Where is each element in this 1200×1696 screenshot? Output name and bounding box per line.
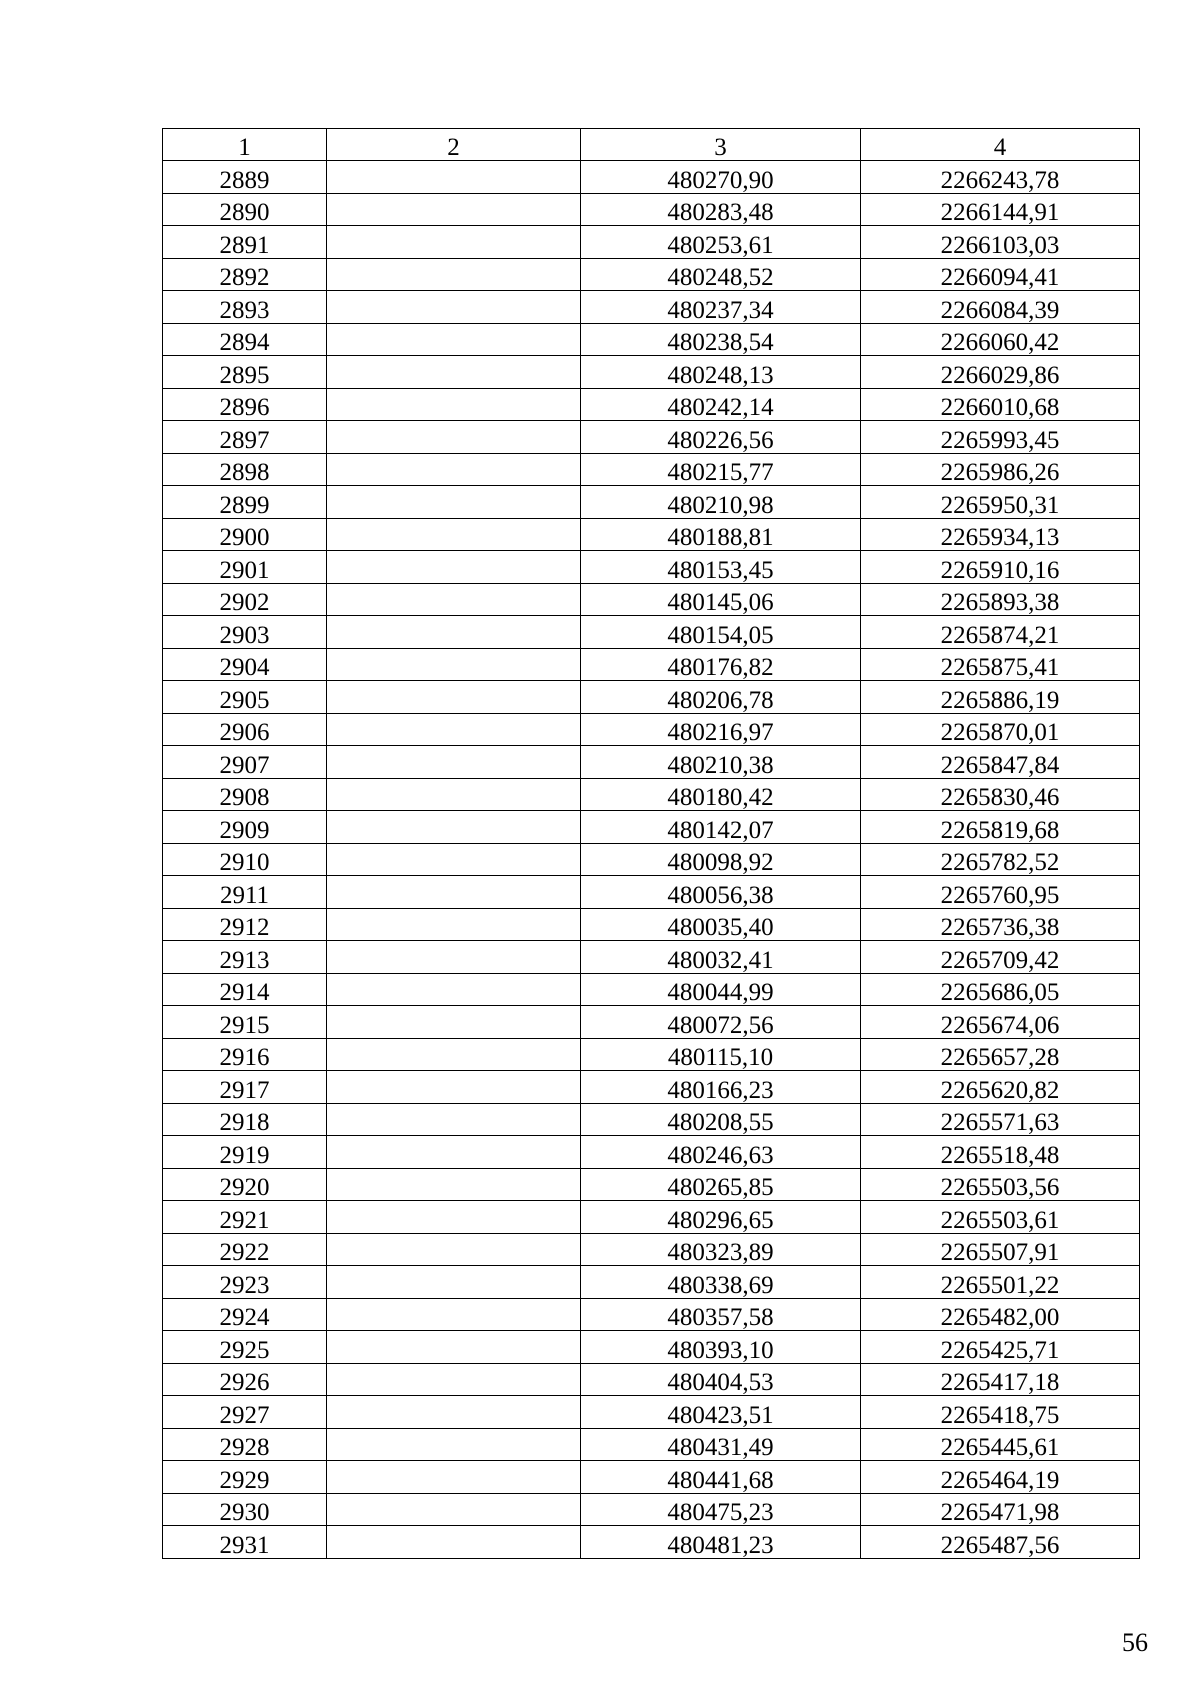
point-number-cell: 2901 xyxy=(163,551,327,584)
empty-cell xyxy=(327,1233,581,1266)
table-row xyxy=(163,1038,1140,1071)
table-row xyxy=(163,1266,1140,1299)
empty-cell xyxy=(327,1363,581,1396)
empty-cell xyxy=(327,681,581,714)
coordinate-y-cell: 2265874,21 xyxy=(861,616,1140,649)
point-number-cell: 2922 xyxy=(163,1233,327,1266)
coordinate-y-cell: 2265934,13 xyxy=(861,518,1140,551)
table-row xyxy=(163,973,1140,1006)
table-row xyxy=(163,1363,1140,1396)
table-row xyxy=(163,1493,1140,1526)
point-number-cell: 2895 xyxy=(163,356,327,389)
empty-cell xyxy=(327,746,581,779)
coordinate-x-cell: 480393,10 xyxy=(581,1331,861,1364)
empty-cell xyxy=(327,1071,581,1104)
coordinate-x-cell: 480283,48 xyxy=(581,193,861,226)
coordinate-x-cell: 480154,05 xyxy=(581,616,861,649)
coordinate-y-cell: 2265910,16 xyxy=(861,551,1140,584)
coordinate-y-cell: 2266084,39 xyxy=(861,291,1140,324)
coordinate-x-cell: 480206,78 xyxy=(581,681,861,714)
table-row xyxy=(163,1233,1140,1266)
empty-cell xyxy=(327,193,581,226)
point-number-cell: 2926 xyxy=(163,1363,327,1396)
table-row xyxy=(163,746,1140,779)
empty-cell xyxy=(327,1493,581,1526)
point-number-cell: 2924 xyxy=(163,1298,327,1331)
empty-cell xyxy=(327,1526,581,1559)
empty-cell xyxy=(327,778,581,811)
coordinate-y-cell: 2265445,61 xyxy=(861,1428,1140,1461)
point-number-cell: 2904 xyxy=(163,648,327,681)
table-row xyxy=(163,1136,1140,1169)
coordinate-y-cell: 2265986,26 xyxy=(861,453,1140,486)
coordinate-x-cell: 480237,34 xyxy=(581,291,861,324)
point-number-cell: 2928 xyxy=(163,1428,327,1461)
coordinate-y-cell: 2265993,45 xyxy=(861,421,1140,454)
coordinate-y-cell: 2265501,22 xyxy=(861,1266,1140,1299)
point-number-cell: 2931 xyxy=(163,1526,327,1559)
point-number-cell: 2910 xyxy=(163,843,327,876)
point-number-cell: 2912 xyxy=(163,908,327,941)
page-number: 56 xyxy=(1122,1628,1148,1657)
empty-cell xyxy=(327,291,581,324)
coordinate-x-cell: 480215,77 xyxy=(581,453,861,486)
coordinate-y-cell: 2265482,00 xyxy=(861,1298,1140,1331)
coordinate-y-cell: 2265487,56 xyxy=(861,1526,1140,1559)
coordinate-y-cell: 2266094,41 xyxy=(861,258,1140,291)
coordinate-x-cell: 480253,61 xyxy=(581,226,861,259)
coordinate-y-cell: 2266243,78 xyxy=(861,161,1140,194)
table-row xyxy=(163,193,1140,226)
coordinate-x-cell: 480210,98 xyxy=(581,486,861,519)
point-number-cell: 2902 xyxy=(163,583,327,616)
coordinate-y-cell: 2265686,05 xyxy=(861,973,1140,1006)
coordinate-x-cell: 480248,52 xyxy=(581,258,861,291)
table-row xyxy=(163,518,1140,551)
coordinate-x-cell: 480404,53 xyxy=(581,1363,861,1396)
point-number-cell: 2896 xyxy=(163,388,327,421)
point-number-cell: 2917 xyxy=(163,1071,327,1104)
empty-cell xyxy=(327,453,581,486)
coordinate-x-cell: 480180,42 xyxy=(581,778,861,811)
empty-cell xyxy=(327,1136,581,1169)
coordinate-x-cell: 480238,54 xyxy=(581,323,861,356)
point-number-cell: 2905 xyxy=(163,681,327,714)
point-number-cell: 2930 xyxy=(163,1493,327,1526)
empty-cell xyxy=(327,1461,581,1494)
empty-cell xyxy=(327,843,581,876)
table-row xyxy=(163,1168,1140,1201)
coordinate-x-cell: 480044,99 xyxy=(581,973,861,1006)
table-body xyxy=(163,161,1140,1559)
coordinate-x-cell: 480357,58 xyxy=(581,1298,861,1331)
coordinate-y-cell: 2265464,19 xyxy=(861,1461,1140,1494)
coordinate-y-cell: 2265709,42 xyxy=(861,941,1140,974)
table-row xyxy=(163,843,1140,876)
coordinate-x-cell: 480481,23 xyxy=(581,1526,861,1559)
coordinate-y-cell: 2265830,46 xyxy=(861,778,1140,811)
point-number-cell: 2890 xyxy=(163,193,327,226)
empty-cell xyxy=(327,518,581,551)
empty-cell xyxy=(327,486,581,519)
point-number-cell: 2914 xyxy=(163,973,327,1006)
empty-cell xyxy=(327,583,581,616)
table-row xyxy=(163,941,1140,974)
coordinate-x-cell: 480246,63 xyxy=(581,1136,861,1169)
table-row xyxy=(163,291,1140,324)
column-header-4: 4 xyxy=(861,129,1140,161)
coordinate-y-cell: 2266103,03 xyxy=(861,226,1140,259)
coordinate-y-cell: 2265418,75 xyxy=(861,1396,1140,1429)
empty-cell xyxy=(327,1038,581,1071)
table-row xyxy=(163,356,1140,389)
empty-cell xyxy=(327,323,581,356)
coordinate-x-cell: 480323,89 xyxy=(581,1233,861,1266)
table-row xyxy=(163,876,1140,909)
table-row xyxy=(163,681,1140,714)
table-row xyxy=(163,1396,1140,1429)
coordinate-x-cell: 480338,69 xyxy=(581,1266,861,1299)
point-number-cell: 2919 xyxy=(163,1136,327,1169)
point-number-cell: 2898 xyxy=(163,453,327,486)
point-number-cell: 2892 xyxy=(163,258,327,291)
point-number-cell: 2899 xyxy=(163,486,327,519)
table-row xyxy=(163,1331,1140,1364)
coordinate-y-cell: 2266010,68 xyxy=(861,388,1140,421)
empty-cell xyxy=(327,876,581,909)
table-row xyxy=(163,258,1140,291)
empty-cell xyxy=(327,616,581,649)
table-row xyxy=(163,811,1140,844)
coordinate-x-cell: 480166,23 xyxy=(581,1071,861,1104)
point-number-cell: 2903 xyxy=(163,616,327,649)
coordinate-y-cell: 2265620,82 xyxy=(861,1071,1140,1104)
empty-cell xyxy=(327,226,581,259)
coordinate-y-cell: 2265503,56 xyxy=(861,1168,1140,1201)
coordinate-x-cell: 480270,90 xyxy=(581,161,861,194)
coordinate-x-cell: 480145,06 xyxy=(581,583,861,616)
coordinate-y-cell: 2265893,38 xyxy=(861,583,1140,616)
point-number-cell: 2909 xyxy=(163,811,327,844)
empty-cell xyxy=(327,1331,581,1364)
table-row xyxy=(163,1103,1140,1136)
point-number-cell: 2894 xyxy=(163,323,327,356)
coordinate-y-cell: 2266144,91 xyxy=(861,193,1140,226)
column-header-2: 2 xyxy=(327,129,581,161)
point-number-cell: 2918 xyxy=(163,1103,327,1136)
table-row xyxy=(163,1298,1140,1331)
coordinate-y-cell: 2265847,84 xyxy=(861,746,1140,779)
table-row xyxy=(163,908,1140,941)
coordinates-table xyxy=(162,128,1140,1559)
empty-cell xyxy=(327,811,581,844)
coordinate-x-cell: 480188,81 xyxy=(581,518,861,551)
table-row xyxy=(163,551,1140,584)
coordinate-y-cell: 2265875,41 xyxy=(861,648,1140,681)
table-row xyxy=(163,323,1140,356)
empty-cell xyxy=(327,1428,581,1461)
empty-cell xyxy=(327,713,581,746)
coordinate-y-cell: 2265518,48 xyxy=(861,1136,1140,1169)
point-number-cell: 2927 xyxy=(163,1396,327,1429)
coordinate-y-cell: 2265736,38 xyxy=(861,908,1140,941)
point-number-cell: 2913 xyxy=(163,941,327,974)
coordinate-x-cell: 480475,23 xyxy=(581,1493,861,1526)
coordinate-x-cell: 480441,68 xyxy=(581,1461,861,1494)
coordinate-x-cell: 480296,65 xyxy=(581,1201,861,1234)
table-header-row xyxy=(163,129,1140,161)
column-header-1: 1 xyxy=(163,129,327,161)
coordinate-x-cell: 480216,97 xyxy=(581,713,861,746)
coordinate-y-cell: 2265503,61 xyxy=(861,1201,1140,1234)
coordinate-x-cell: 480115,10 xyxy=(581,1038,861,1071)
point-number-cell: 2911 xyxy=(163,876,327,909)
empty-cell xyxy=(327,1298,581,1331)
point-number-cell: 2891 xyxy=(163,226,327,259)
empty-cell xyxy=(327,551,581,584)
table-row xyxy=(163,1006,1140,1039)
coordinate-x-cell: 480242,14 xyxy=(581,388,861,421)
empty-cell xyxy=(327,1201,581,1234)
point-number-cell: 2906 xyxy=(163,713,327,746)
table-row xyxy=(163,486,1140,519)
coordinate-x-cell: 480248,13 xyxy=(581,356,861,389)
empty-cell xyxy=(327,973,581,1006)
table-row xyxy=(163,1461,1140,1494)
empty-cell xyxy=(327,1103,581,1136)
empty-cell xyxy=(327,356,581,389)
coordinate-y-cell: 2265417,18 xyxy=(861,1363,1140,1396)
column-header-3: 3 xyxy=(581,129,861,161)
coordinate-y-cell: 2265507,91 xyxy=(861,1233,1140,1266)
table-row xyxy=(163,713,1140,746)
empty-cell xyxy=(327,1266,581,1299)
coordinate-x-cell: 480072,56 xyxy=(581,1006,861,1039)
coordinate-y-cell: 2266060,42 xyxy=(861,323,1140,356)
empty-cell xyxy=(327,258,581,291)
coordinate-x-cell: 480210,38 xyxy=(581,746,861,779)
empty-cell xyxy=(327,388,581,421)
empty-cell xyxy=(327,648,581,681)
point-number-cell: 2925 xyxy=(163,1331,327,1364)
table-row xyxy=(163,421,1140,454)
table-row xyxy=(163,1201,1140,1234)
table-row xyxy=(163,1526,1140,1559)
point-number-cell: 2915 xyxy=(163,1006,327,1039)
coordinate-x-cell: 480056,38 xyxy=(581,876,861,909)
coordinate-x-cell: 480265,85 xyxy=(581,1168,861,1201)
coordinate-x-cell: 480226,56 xyxy=(581,421,861,454)
table-row xyxy=(163,778,1140,811)
point-number-cell: 2923 xyxy=(163,1266,327,1299)
table-row xyxy=(163,161,1140,194)
coordinate-x-cell: 480153,45 xyxy=(581,551,861,584)
point-number-cell: 2897 xyxy=(163,421,327,454)
coordinate-y-cell: 2265657,28 xyxy=(861,1038,1140,1071)
table-row xyxy=(163,1428,1140,1461)
empty-cell xyxy=(327,908,581,941)
coordinate-x-cell: 480098,92 xyxy=(581,843,861,876)
coordinate-x-cell: 480032,41 xyxy=(581,941,861,974)
table-row xyxy=(163,1071,1140,1104)
coordinate-x-cell: 480423,51 xyxy=(581,1396,861,1429)
empty-cell xyxy=(327,1006,581,1039)
table-row xyxy=(163,583,1140,616)
coordinate-y-cell: 2265819,68 xyxy=(861,811,1140,844)
table-row xyxy=(163,226,1140,259)
table-row xyxy=(163,453,1140,486)
point-number-cell: 2907 xyxy=(163,746,327,779)
coordinate-y-cell: 2265425,71 xyxy=(861,1331,1140,1364)
table-row xyxy=(163,616,1140,649)
point-number-cell: 2908 xyxy=(163,778,327,811)
coordinate-y-cell: 2265571,63 xyxy=(861,1103,1140,1136)
point-number-cell: 2921 xyxy=(163,1201,327,1234)
coordinate-y-cell: 2265782,52 xyxy=(861,843,1140,876)
point-number-cell: 2929 xyxy=(163,1461,327,1494)
coordinate-y-cell: 2265870,01 xyxy=(861,713,1140,746)
point-number-cell: 2900 xyxy=(163,518,327,551)
point-number-cell: 2920 xyxy=(163,1168,327,1201)
empty-cell xyxy=(327,161,581,194)
coordinate-y-cell: 2265950,31 xyxy=(861,486,1140,519)
point-number-cell: 2893 xyxy=(163,291,327,324)
empty-cell xyxy=(327,1396,581,1429)
empty-cell xyxy=(327,421,581,454)
coordinate-x-cell: 480176,82 xyxy=(581,648,861,681)
empty-cell xyxy=(327,941,581,974)
coordinate-y-cell: 2266029,86 xyxy=(861,356,1140,389)
table-row xyxy=(163,648,1140,681)
coordinate-y-cell: 2265471,98 xyxy=(861,1493,1140,1526)
empty-cell xyxy=(327,1168,581,1201)
coordinate-y-cell: 2265674,06 xyxy=(861,1006,1140,1039)
coordinate-x-cell: 480142,07 xyxy=(581,811,861,844)
table-row xyxy=(163,388,1140,421)
point-number-cell: 2916 xyxy=(163,1038,327,1071)
coordinate-x-cell: 480208,55 xyxy=(581,1103,861,1136)
coordinate-x-cell: 480035,40 xyxy=(581,908,861,941)
point-number-cell: 2889 xyxy=(163,161,327,194)
coordinate-y-cell: 2265886,19 xyxy=(861,681,1140,714)
coordinate-x-cell: 480431,49 xyxy=(581,1428,861,1461)
coordinate-y-cell: 2265760,95 xyxy=(861,876,1140,909)
